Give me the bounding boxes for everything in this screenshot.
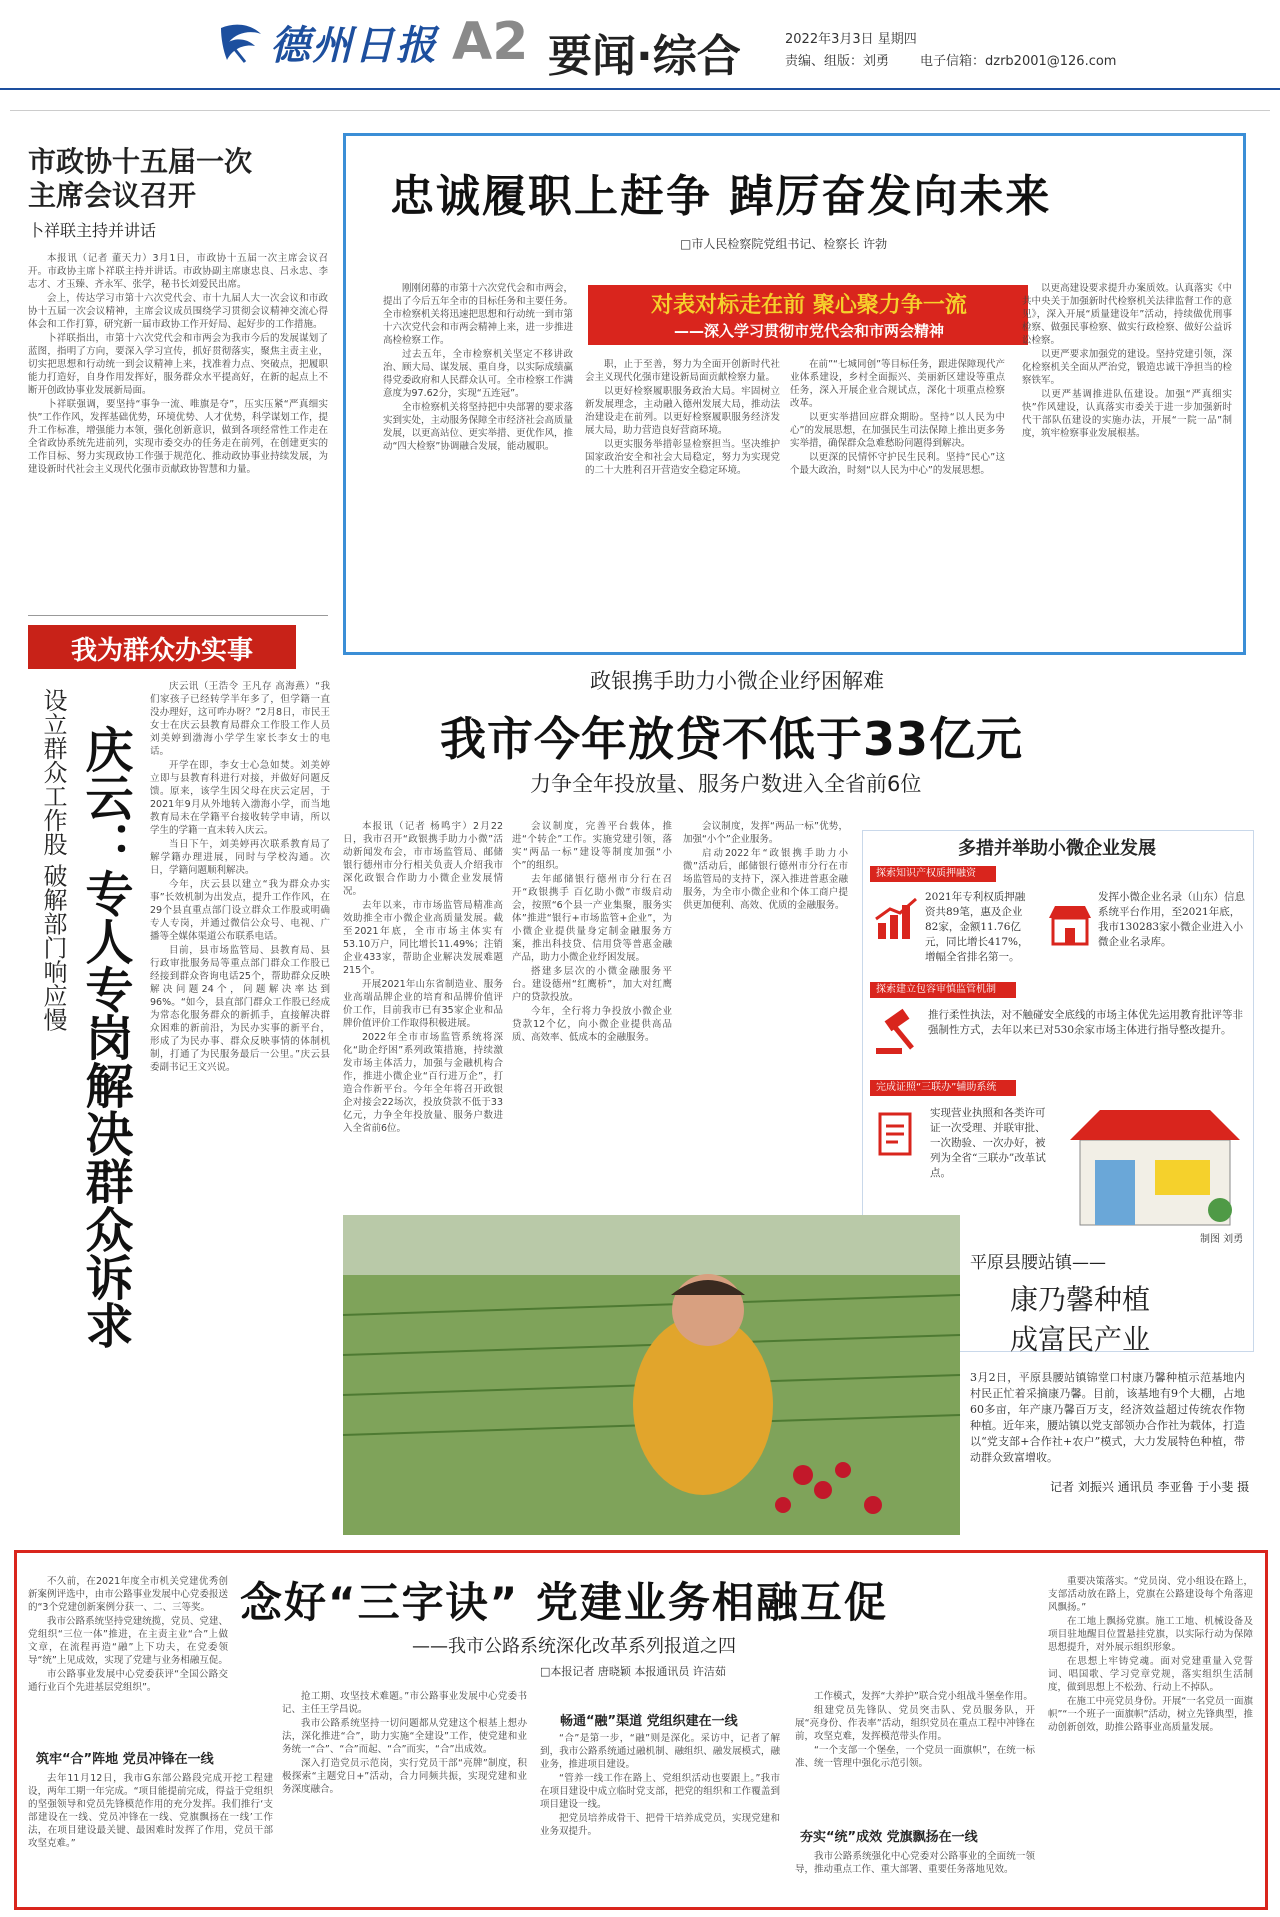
cppcc-paragraph: 卜祥联强调，要坚持“事争一流、唯旗是夺”，压实压紧“严真细实快”工作作风，发挥基础优势，环境优势、人才优势，科学谋划工作，提升工作标准，增强能力本领，强化创新意识，做到各项经常性工作走在全省政协系统先进前列，实现市委交办的任务走在前列，在创建更实的工作目标、努力实现政协工作强于规范化、推动政协事业持续发展，为建设新时代社会主义现代化强市贡献政协智慧和力量。: [28, 399, 328, 475]
road-paragraph: “合”是第一步，“融”则是深化。采访中，记者了解到，我市公路系统通过融机制、融组织、融发展模式，融业务，推进项目建设。: [540, 1733, 780, 1770]
feature-paragraph: 以更实服务举措彰显检察担当。坚决维护国家政治安全和社会大局稳定，努力为实现党的二十大胜利召开营造安全稳定环境。: [585, 439, 780, 476]
loan-column-3: [683, 820, 848, 1205]
newspaper-logo-icon: [215, 18, 267, 70]
road-paragraph: 在施工中亮党员身份。开展“一名党员一面旗帜”“一个班子一面旗帜”活动，树立先锋典型，推动创新创效，助推公路事业高质量发展。: [1048, 1696, 1253, 1733]
road-column-5: [1048, 1575, 1253, 1900]
carnation-photo: [343, 1215, 960, 1535]
road-paragraph: 组建党员先锋队、党员突击队、党员服务队，开展“亮身份、作表率”活动，组织党员在重点工程中冲锋在前，攻坚克难，发挥模范带头作用。: [795, 1705, 1035, 1742]
cppcc-headline-line2: 主席会议召开: [28, 179, 197, 212]
road-column-3: [540, 1732, 780, 1860]
infographic-text: 发挥小微企业名录（山东）信息系统平台作用，至2021年底，我市130283家小微企业进入小微企业名录库。: [1098, 891, 1245, 948]
feature-paragraph: 以更实举措回应群众期盼。坚持“以人民为中心”的发展思想，在加强民生司法保障上推出更多务实举措，确保群众急难愁盼问题得到解决。: [790, 412, 1005, 449]
qingyun-paragraph: 当日下午，刘美婷再次联系教育局了解学籍办理进展，同时与学校沟通。次日，学籍问题顺利解决。: [150, 839, 330, 876]
qingyun-body: [150, 680, 330, 1530]
road-section-heading: 夯实“统”成效 党旗飘扬在一线: [800, 1830, 978, 1845]
loan-paragraph: 会议制度，发挥“两品一标”优势，加强“小个”企业服务。: [683, 821, 848, 845]
feature-headline: 忠诚履职上赶争 踔厉奋发向未来: [390, 171, 1052, 222]
qingyun-kicker: 设立群众工作股 破解部门响应慢: [39, 688, 67, 1032]
document-icon: [872, 1110, 922, 1160]
feature-paragraph: 过去五年，全市检察机关坚定不移讲政治、顾大局、谋发展、重自身，以实际成绩赢得党委政府和人民群众认可。全市检察工作满意度为97.62分，实现“五连冠”。: [383, 349, 574, 399]
pingyuan-headline: [1010, 1280, 1150, 1360]
road-paragraph: 我市公路系统坚持党建统揽，党员、党建、党组织“三位一体”推进，在主责主业“合”上做文章，在流程再造“融”上下功夫，在党委领导“统”上见成效，实现了党建与业务相融互促。: [28, 1616, 228, 1666]
feature-paragraph: 以更严基调推进队伍建设。加强“严真细实快”作风建设，认真落实市委关于进一步加强新时代干部队伍建设的实施办法，开展“一院一品”制度，筑牢检察事业发展根基。: [1022, 389, 1232, 439]
qingyun-paragraph: 今年，庆云县以建立“我为群众办实事”长效机制为出发点，提升工作作风，在29个县直重点部门设立群众工作股或明确专人专岗，并通过微信公众号、电视、广播等全媒体渠道公布联系电话。: [150, 879, 330, 942]
feature-column-1: [383, 282, 573, 644]
campaign-banner-subline: ——深入学习贯彻市党代会和市两会精神: [673, 322, 944, 340]
cppcc-paragraph: 会上，传达学习市第十六次党代会、市十九届人大一次会议和市政协十五届一次会议精神，主席会议成员围绕学习贯彻会议精神交流心得体会和工作打算，研究新一届市政协工作开好局、起好步的工作措施。: [28, 293, 328, 330]
storefront-illustration: [1060, 1100, 1245, 1230]
cppcc-subtitle: 卜祥联主持并讲话: [28, 221, 157, 240]
road-paragraph: 市公路事业发展中心党委获评“全国公路交通行业百个先进基层党组织”。: [28, 1669, 228, 1693]
feature-paragraph: 以更好检察履职服务政治大局。牢固树立新发展理念，主动融入德州发展大局，推动法治建设走在前列。以更好检察履职服务经济发展大局，助力营造良好营商环境。: [585, 386, 780, 436]
infographic-title: 多措并举助小微企业发展: [958, 838, 1156, 859]
road-paragraph: 我市公路系统强化中心党委对公路事业的全面统一领导，推动重点工作、重大部署、重要任务落地见效。: [795, 1851, 1035, 1875]
infographic-text: 2021年专利权质押融资共89笔，惠及企业82家，金额11.76亿元，同比增长417%，增幅全省排名第一。: [925, 891, 1029, 963]
qingyun-paragraph: 目前，县市场监管局、县教育局、县行政审批服务局等重点部门群众工作股已经接到群众咨询电话25个，帮助群众反映解决问题24个，问题解决率达到96%。“如今，县直部门群众工作股已经成为常态化服务群众的新抓手，直接解决群众困难的新前沿，为民办实事的新平台，形成了为民办事、群众反映事情的体制机制，打通了为民服务最后一公里。”庆云县委副书记王文兴说。: [150, 945, 330, 1073]
section-title: 要闻·综合: [548, 31, 741, 82]
feature-paragraph: 刚刚闭幕的市第十六次党代会和市两会，提出了今后五年全市的目标任务和主要任务。全市检察机关将迅速把思想和行动统一到市第十六次党代会和市两会精神上来，进一步推进高检检察工作。: [383, 283, 574, 346]
infographic-section-label: 探索建立包容审慎监管机制: [870, 982, 1016, 998]
feature-paragraph: 以更高建设要求提升办案质效。认真落实《中共中央关于加强新时代检察机关法律监督工作的意见》，深入开展“质量建设年”活动，持续做优刑事检察、做强民事检察、做实行政检察、做好公益诉讼检察。: [1022, 283, 1232, 346]
pingyuan-kicker: 平原县腰站镇——: [970, 1253, 1106, 1273]
shop-icon: [1045, 900, 1095, 950]
loan-paragraph: 今年，全行将力争投放小微企业贷款12个亿，向小微企业提供高品质、高效率、低成本的金融服务。: [512, 1006, 672, 1043]
feature-paragraph: 全市检察机关将坚持把中央部署的要求落实到实处，主动服务保障全市经济社会高质量发展，以更高站位、更实举措、更优作风，推动“四大检察”协调融合发展，能动履职。: [383, 402, 574, 452]
infographic-text: 实现营业执照和各类许可证一次受理、并联审批、一次勘验、一次办好，被列为全省“三联办”改革试点。: [930, 1107, 1046, 1179]
road-section-heading: 畅通“融”渠道 党组织建在一线: [560, 1714, 738, 1729]
road-paragraph: 工作模式，发挥“大养护”联合党小组战斗堡垒作用。: [814, 1691, 1033, 1702]
road-column-1b: [28, 1772, 273, 1900]
divider: [10, 110, 1270, 111]
feature-column-3: [790, 358, 1005, 644]
qingyun-headline: 庆云：专人专岗解决群众诉求: [77, 725, 133, 1349]
road-column-4: [795, 1690, 1035, 1820]
road-paragraph: 深入打造党员示范岗，实行党员干部“亮牌”制度，积极探索“主题党日+”活动，合力同频共振，实现党建和业务深度融合。: [282, 1758, 527, 1795]
pingyuan-headline-line2: 成富民产业: [1010, 1323, 1151, 1356]
loan-paragraph: 去年邮储银行德州市分行在召开“政银携手 百亿助小微”市级启动会，按照“6个县一产业集聚，服务实体”推进“银行+市场监管+企业”，为小微企业提供量身定制金融服务方案，推出科技贷、信用贷等普惠金融产品，助力小微企业纾困发展。: [512, 874, 672, 963]
loan-paragraph: 去年以来，市市场监管局精准高效助推全市小微企业高质量发展。截至2021年底，全市市场主体实有53.10万户，同比增长11.49%；注销企业433家，帮助企业解决发展难题215个。: [343, 900, 503, 976]
loan-paragraph: 本报讯（记者 杨鸣宇）2月22日，我市召开“政银携手助力小微”活动新闻发布会，市市场监管局、邮储银行德州市分行相关负责人介绍我市深化政银合作助力小微企业发展情况。: [343, 821, 503, 897]
money-chart-icon: [872, 895, 922, 945]
masthead-rule: [0, 88, 1280, 90]
feature-author: □市人民检察院党组书记、检察长 许勃: [680, 237, 888, 251]
cppcc-body: [28, 252, 328, 610]
road-paragraph: “一个支部一个堡垒，一个党员一面旗帜”，在统一标准、统一管理中强化示范引领。: [795, 1745, 1035, 1769]
campaign-banner-slogan: 对表对标走在前 聚心聚力争一流: [651, 293, 967, 318]
loan-paragraph: 2022年全市市场监管系统将深化“助企纾困”系列政策措施，持续激发市场主体活力，加强与金融机构合作，推进小微企业“百行进万企”，打造合作新平台。今年全年将召开政银企对接会22场次，投放贷款不低于33亿元，力争全年投放量、服务户数进入全省前6位。: [343, 1032, 503, 1134]
feature-column-2: [585, 358, 780, 644]
loan-column-2: [512, 820, 672, 1205]
loan-kicker: 政银携手助力小微企业纾困解难: [590, 669, 884, 693]
paper-name: 德州日报: [270, 22, 438, 69]
infographic-credit: 制图 刘勇: [1200, 1234, 1244, 1245]
qingyun-paragraph: 庆云讯（王浩令 王凡存 高海燕）“我们家孩子已经转学半年多了，但学籍一直没办理好，这可咋办呀？”2月8日，市民王女士在庆云县教育局群众工作股工作人员刘美婷到渤海小学学生家长李女士的电话。: [150, 681, 330, 757]
feature-paragraph: 以更严要求加强党的建设。坚持党建引领，深化检察机关全面从严治党，锻造忠诚干净担当的检察铁军。: [1022, 349, 1232, 386]
road-paragraph: 去年11月12日，我市G东部公路段完成开挖工程建设，两年工期一年完成。“项目能提前完成，得益于党组织的坚强领导和党员先锋模范作用的充分发挥。我们推行‘支部建设在一线、党员冲锋在一线、党旗飘扬在一线’工作法，在项目建设最关键、最困难时发挥了作用，党员干部攻坚克难。”: [28, 1773, 273, 1849]
loan-paragraph: 启动2022年“政银携手助力小微”活动后，邮储银行德州市分行在市场监管局的支持下，深入推进普惠金融服务，为全市小微企业和个体工商户提供更加便利、高效、优质的金融服务。: [683, 848, 848, 911]
loan-paragraph: 会议制度，完善平台载体，推进“个转企”工作。实施党建引领，落实“两品一标”建设等制度加强“小个”的组织。: [512, 821, 672, 871]
infographic-section-label: 完成证照“三联办”辅助系统: [870, 1080, 1016, 1096]
road-party-author: □本报记者 唐晓颖 本报通讯员 许洁茹: [540, 1665, 726, 1678]
pingyuan-body: 3月2日，平原县腰站镇锦堂口村康乃馨种植示范基地内村民正忙着采摘康乃馨。目前，该基地有9个大棚，占地60多亩，年产康乃馨百万支，经济效益超过传统农作物种植。近年来，腰站镇以党支部领办合作社为载体，打造以“党支部+合作社+农户”模式，大力发展特色种植，带动群众致富增收。: [970, 1371, 1245, 1464]
cppcc-headline-line1: 市政协十五届一次: [28, 145, 253, 178]
infographic-section-label: 探索知识产权质押融资: [870, 866, 996, 882]
road-column-2: [282, 1690, 527, 1900]
road-paragraph: 在思想上牢铸党魂。面对党建重量入党誓词、唱国歌、学习党章党规，落实组织生活制度，做到思想上不松劲、行动上不掉队。: [1048, 1656, 1253, 1693]
editor-credit: 责编、组版：刘勇: [785, 54, 890, 69]
road-paragraph: 重要决策落实。“党员岗、党小组设在路上，支部活动放在路上，党旗在公路建设每个角落迎风飘扬。”: [1048, 1576, 1253, 1613]
cppcc-paragraph: 卜祥联指出，市第十六次党代会和市两会为我市今后的发展谋划了蓝图，指明了方向，要深入学习宣传，抓好贯彻落实，聚焦主责主业，切实把思想和行动统一到会议精神上来，找准着力点、突破点，把履职能力打造好，自身作用发挥好，服务群众水平提高好，在新的起点上不断开创政协事业发展新局面。: [28, 333, 328, 396]
cppcc-headline: [28, 145, 252, 213]
loan-paragraph: 开展2021年山东省制造业、服务业高端品牌企业的培育和品牌价值评价工作，目前我市已有35家企业和品牌价值评价工作取得积极进展。: [343, 979, 503, 1029]
pingyuan-headline-line1: 康乃馨种植: [1010, 1283, 1151, 1316]
road-paragraph: 在工地上飘扬党旗。施工工地、机械设备及项目驻地醒目位置悬挂党旗，以实际行动为保障思想提升，对外展示组织形象。: [1048, 1616, 1253, 1653]
feature-column-4: [1022, 282, 1232, 644]
road-party-subtitle: ——我市公路系统深化改革系列报道之四: [412, 1636, 736, 1657]
loan-headline: 我市今年放贷不低于33亿元: [440, 712, 1024, 766]
divider: [28, 615, 328, 616]
qingyun-paragraph: 开学在即，李女士心急如焚。刘美婷立即与县教育科进行对接，并做好问题反馈。原来，该学生因父母在庆云定居，于2021年9月从外地转入渤海小学，而当地教育局未在学籍平台接收转学申请，所以学生的学籍一直未转入庆云。: [150, 760, 330, 836]
carnation-farm-image: [343, 1215, 960, 1535]
loan-column-1: [343, 820, 503, 1205]
road-section-heading: 筑牢“合”阵地 党员冲锋在一线: [36, 1752, 214, 1767]
photo-credit: 记者 刘振兴 通讯员 李亚鲁 于小斐 摄: [1050, 1480, 1250, 1494]
feature-paragraph: 在前”“七城同创”等目标任务，跟进保障现代产业体系建设，乡村全面振兴、美丽新区建设等重点任务，深入开展企业合规试点，深化十项重点检察改革。: [790, 359, 1005, 409]
road-paragraph: 把党员培养成骨干、把骨干培养成党员，实现党建和业务双提升。: [540, 1813, 780, 1837]
road-paragraph: 我市公路系统坚持一切问题都从党建这个根基上想办法，深化推进“合”，助力实施“全建设”工作，使党建和业务统一“合”、“合”而起、“合”而实，“合”出成效。: [282, 1718, 527, 1755]
cppcc-paragraph: 本报讯（记者 董天力）3月1日，市政协十五届一次主席会议召开。市政协主席卜祥联主持并讲话。市政协副主席康忠良、吕永忠、李志才、才玉臻、齐永军、张学，秘书长刘爱民出席。: [28, 253, 328, 290]
gavel-icon: [872, 1008, 922, 1058]
road-paragraph: “管养一线工作在路上、党组织活动也要跟上。”我市在项目建设中成立临时党支部，把党的组织和工作覆盖到项目建设一线。: [540, 1773, 780, 1810]
loan-subtitle: 力争全年投放量、服务户数进入全省前6位: [530, 772, 922, 796]
infographic-text: 推行柔性执法，对不触碰安全底线的市场主体优先运用教育批评等非强制性方式，去年以来已对530余家市场主体进行指导整改提升。: [928, 1009, 1243, 1036]
page-code: A2: [452, 12, 529, 72]
feature-paragraph: 职，止于至善，努力为全面开创新时代社会主义现代化强市建设新局面贡献检察力量。: [585, 359, 780, 383]
road-paragraph: 不久前，在2021年度全市机关党建优秀创新案例评选中，由市公路事业发展中心党委报送的“3个党建创新案例分获一、二、三等奖。: [28, 1576, 228, 1613]
feature-paragraph: 以更深的民情怀守护民生民利。坚持“民心”这个最大政治，时刻“以人民为中心”的发展思想。: [790, 452, 1005, 476]
road-paragraph: 抢工期、攻坚技术难题。”市公路事业发展中心党委书记、主任王学昌说。: [282, 1691, 527, 1715]
column-tag-label: 我为群众办实事: [70, 636, 253, 666]
issue-date: 2022年3月3日 星期四: [785, 32, 917, 47]
editor-email: 电子信箱：dzrb2001@126.com: [920, 54, 1117, 69]
loan-paragraph: 搭建多层次的小微金融服务平台。建设德州“红鹰桥”，加大对红鹰户的贷款投放。: [512, 966, 672, 1003]
road-column-3b: [795, 1850, 1035, 1900]
road-party-headline: 念好“三字诀” 党建业务相融互促: [240, 1578, 888, 1627]
road-column-1: [28, 1575, 228, 1693]
